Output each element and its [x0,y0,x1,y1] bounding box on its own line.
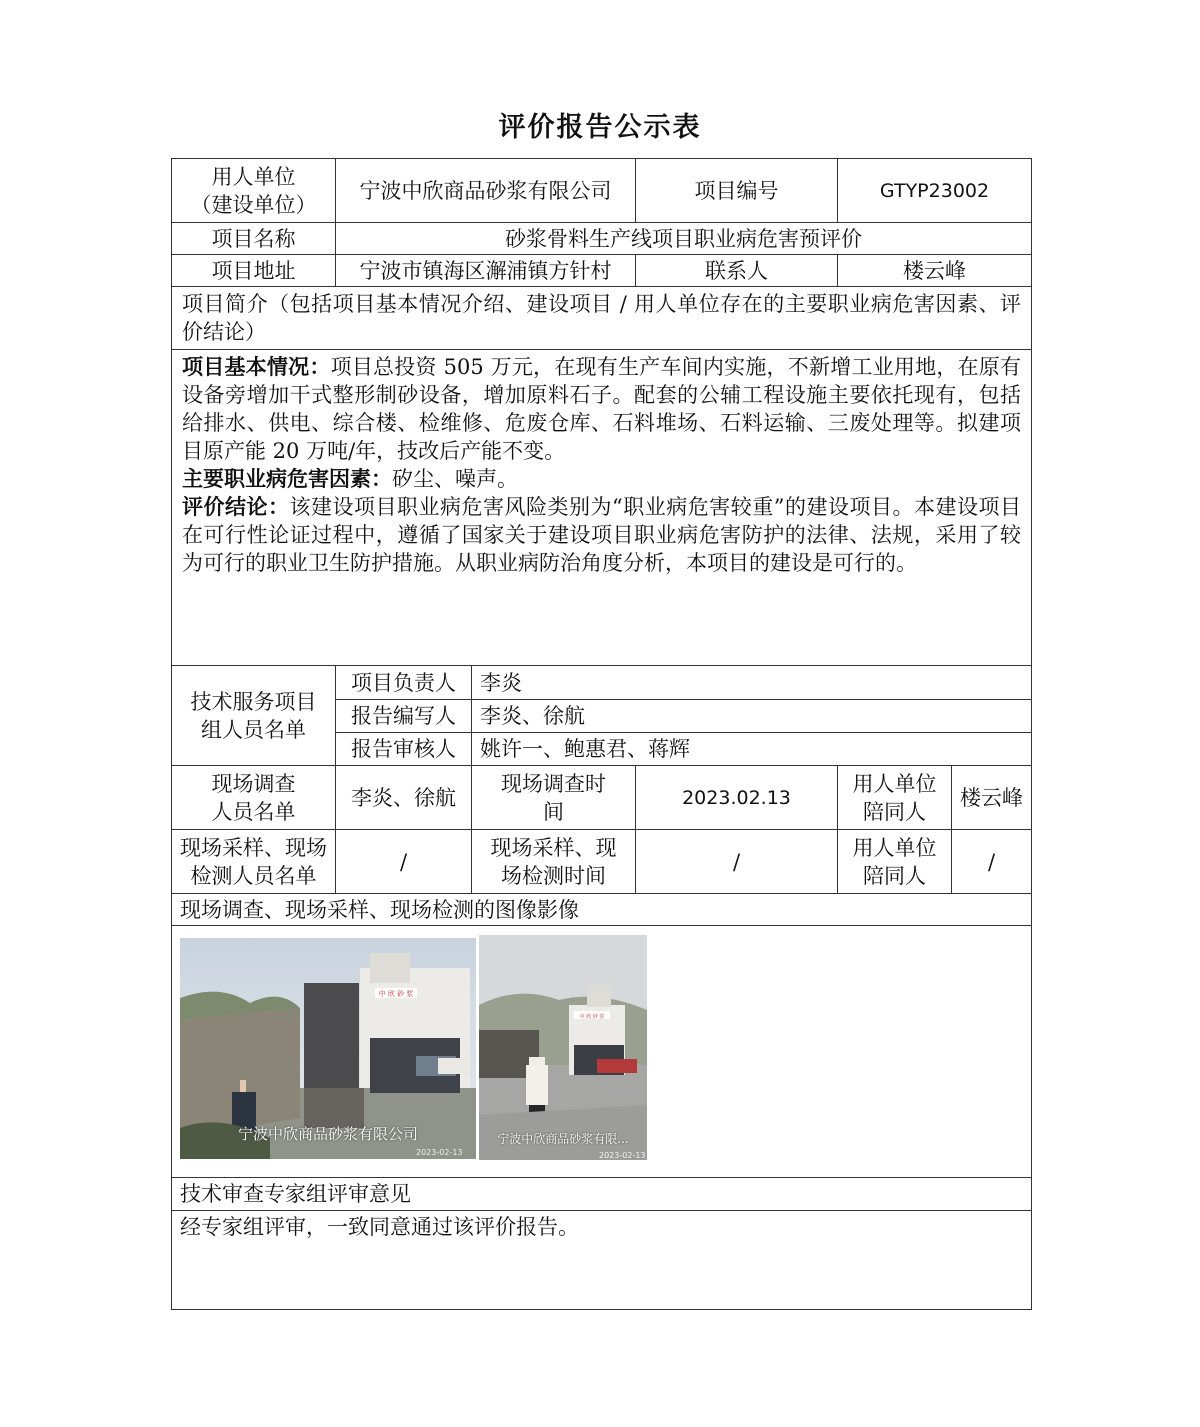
leader-label: 项目负责人 [336,666,472,700]
hazard-label: 主要职业病危害因素： [182,466,392,491]
survey-time-label: 现场调查时 间 [472,766,636,830]
project-no-label: 项目编号 [636,159,838,223]
site-photo-1-date: 2023-02-13 [416,1148,463,1157]
summary-heading: 项目简介（包括项目基本情况介绍、建设项目 / 用人单位存在的主要职业病危害因素、评价结论） [172,287,1032,350]
sampling-staff-value: / [336,830,472,894]
sampling-escort-label: 用人单位 陪同人 [838,830,952,894]
conclusion-paragraph [182,493,1021,577]
project-name-value: 砂浆骨料生产线项目职业病危害预评价 [336,223,1032,255]
site-photo-2-sign: 中 欣 砂 浆 [579,1014,605,1020]
conclusion-label: 评价结论： [182,494,290,519]
survey-staff-value: 李炎、徐航 [336,766,472,830]
leader-value: 李炎 [472,666,1032,700]
survey-staff-label: 现场调查 人员名单 [172,766,336,830]
hazard-text: 矽尘、噪声。 [392,467,518,491]
site-photo-1-sign: 中 欣 砂 浆 [378,990,414,998]
project-name-label: 项目名称 [172,223,336,255]
project-address-value: 宁波市镇海区澥浦镇方针村 [336,255,636,287]
review-text: 经专家组评审，一致同意通过该评价报告。 [172,1211,1032,1310]
contact-value: 楼云峰 [838,255,1032,287]
site-photo-1 [180,938,476,1159]
reviewer-label: 报告审核人 [336,733,472,766]
images-label: 现场调查、现场采样、现场检测的图像影像 [172,894,1032,926]
survey-time-value: 2023.02.13 [636,766,838,830]
images-cell [172,926,1032,1178]
survey-escort-value: 楼云峰 [952,766,1032,830]
site-photo-1-caption: 宁波中欣商品砂浆有限公司 [237,1125,418,1143]
employer-value: 宁波中欣商品砂浆有限公司 [336,159,636,223]
project-no-value: GTYP23002 [838,159,1032,223]
disclosure-table [171,158,1032,1310]
project-address-label: 项目地址 [172,255,336,287]
basic-info-text: 项目总投资 505 万元，在现有生产车间内实施，不新增工业用地，在原有设备旁增加干式整形制砂设备，增加原料石子。配套的公辅工程设施主要依托现有，包括给排水、供电、综合楼、检维修、危废仓库、石料堆场、石料运输、三废处理等。拟建项目原产能 20 万吨/年，技改后产能不变。 [182,355,1022,463]
photo-strip [180,938,1023,1160]
contact-label: 联系人 [636,255,838,287]
sampling-escort-value: / [952,830,1032,894]
summary-body [172,350,1032,666]
team-label: 技术服务项目 组人员名单 [172,666,336,766]
basic-info-label: 项目基本情况： [182,354,331,379]
review-label: 技术审查专家组评审意见 [172,1178,1032,1211]
conclusion-text: 该建设项目职业病危害风险类别为“职业病危害较重”的建设项目。本建设项目在可行性论证过程中，遵循了国家关于建设项目职业病危害防护的法律、法规，采用了较为可行的职业卫生防护措施。从职业病防治角度分析，本项目的建设是可行的。 [182,495,1022,575]
sampling-staff-label: 现场采样、现场 检测人员名单 [172,830,336,894]
hazard-paragraph [182,465,1021,493]
writer-value: 李炎、徐航 [472,700,1032,733]
writer-label: 报告编写人 [336,700,472,733]
employer-label: 用人单位 （建设单位） [172,159,336,223]
site-photo-2 [479,935,647,1160]
basic-info-paragraph [182,353,1021,465]
reviewer-value: 姚许一、鲍惠君、蒋辉 [472,733,1032,766]
sampling-time-label: 现场采样、现 场检测时间 [472,830,636,894]
sampling-time-value: / [636,830,838,894]
site-photo-2-caption: 宁波中欣商品砂浆有限... [497,1132,629,1146]
survey-escort-label: 用人单位 陪同人 [838,766,952,830]
site-photo-2-date: 2023-02-13 [599,1151,646,1160]
page-title: 评价报告公示表 [498,112,702,143]
